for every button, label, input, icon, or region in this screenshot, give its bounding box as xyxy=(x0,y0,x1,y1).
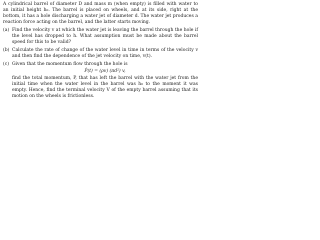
part-a-text: Find the velocity v at which the water jet is leaving the barrel through the hole if the level has dropped to h. What assumption must be made about the barrel speed for this to be valid? xyxy=(12,28,198,45)
part-a xyxy=(3,28,198,46)
problem-intro: A cylindrical barrel of diameter D and mass m (when empty) is filled with water to an initial height h₀. The barrel is placed on wheels, and at its side, right at the bottom, it has a hole discharging a water jet of diameter d. The water jet produces a reaction force acting on the barrel, and the latter starts moving. xyxy=(3,2,198,25)
part-b-text: Calculate the rate of change of the water level in time in terms of the velocity v and then find the dependence of the jet velocity on time, v(t). xyxy=(12,48,198,59)
problem-document xyxy=(0,0,200,171)
part-c-text-before: Given that the momentum flow through the hole is xyxy=(12,62,128,67)
part-c-body xyxy=(12,62,198,100)
part-b-label: (b) xyxy=(3,48,10,53)
momentum-flow-equation: Ṗ(t) = (ρv) (πd²) v, xyxy=(84,69,126,74)
part-c-text-after: find the total momentum, P, that has left the barrel with the water jet from the initial time when the water level in the barrel was h₀ to the moment it was empty. Hence, find the terminal velocity V of the empty barrel assuming that its motion on the wheels is frictionless. xyxy=(12,76,198,99)
part-a-label: (a) xyxy=(3,28,10,33)
part-c-label: (c) xyxy=(3,62,10,67)
part-b xyxy=(3,48,198,60)
part-c xyxy=(3,62,198,100)
